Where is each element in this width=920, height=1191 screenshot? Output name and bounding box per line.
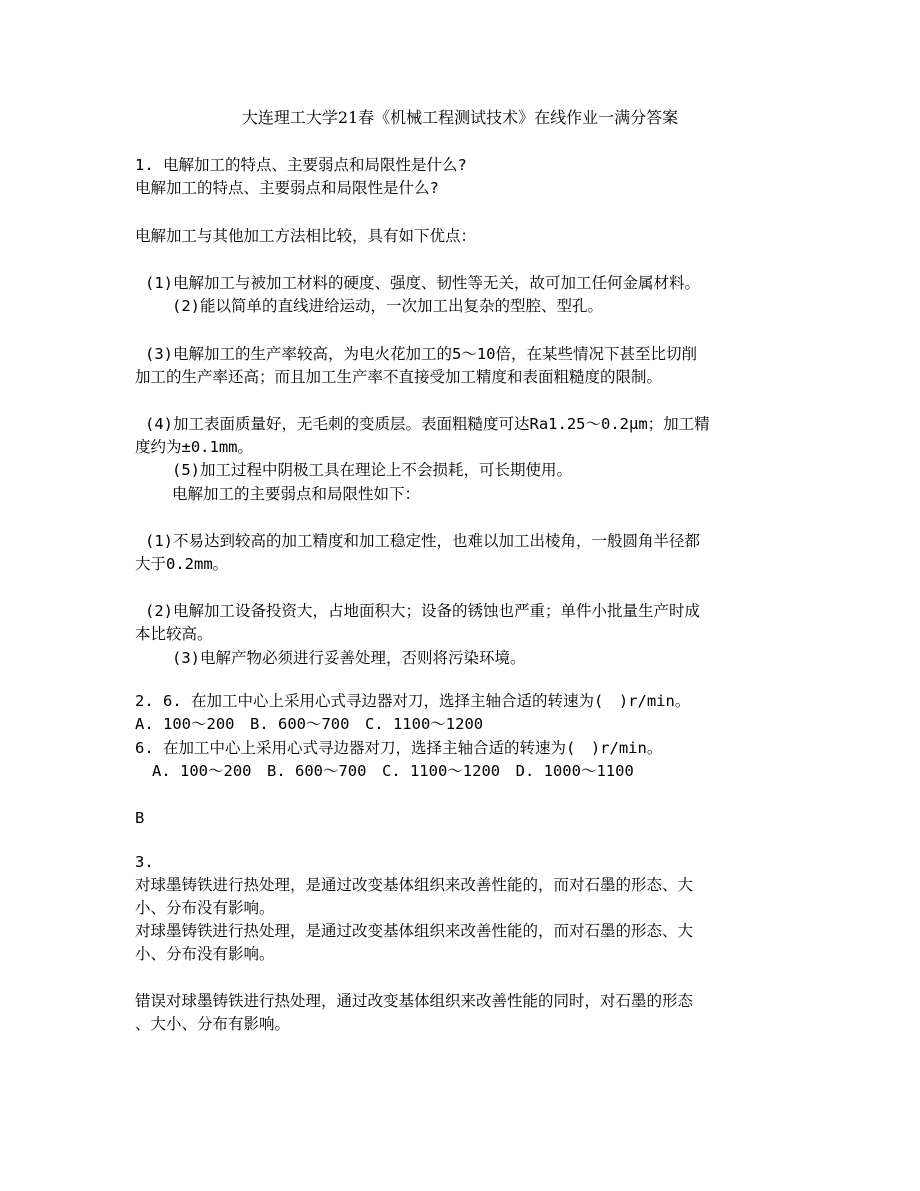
question-3-answer-line-2: 、大小、分布有影响。 xyxy=(135,1015,291,1033)
answer-1-intro: 电解加工与其他加工方法相比较，具有如下优点： xyxy=(135,227,477,245)
question-3-statement-line-1: 对球墨铸铁进行热处理，是通过改变基体组织来改善性能的，而对石墨的形态、大 xyxy=(135,876,694,894)
question-1-text: 电解加工的特点、主要弱点和局限性是什么? xyxy=(135,179,439,197)
weakness-2-line-1: (2)电解加工设备投资大，占地面积大；设备的锈蚀也严重；单件小批量生产时成 xyxy=(145,602,700,620)
advantage-4-line-1: (4)加工表面质量好，无毛刺的变质层。表面粗糙度可达Ra1.25～0.2μm；加工精 xyxy=(145,415,710,433)
question-2-options-full: A. 100～200 B. 600～700 C. 1100～1200 D. 1000～1100 xyxy=(152,762,634,780)
page-title: 大连理工大学21春《机械工程测试技术》在线作业一满分答案 xyxy=(241,108,679,127)
question-2-heading: 2. 6. 在加工中心上采用心式寻边器对刀，选择主轴合适的转速为( )r/min。 xyxy=(135,692,691,710)
weakness-1-line-2: 大于0.2mm。 xyxy=(135,555,229,573)
weakness-3: (3)电解产物必须进行妥善处理，否则将污染环境。 xyxy=(172,649,526,667)
weakness-1-line-1: (1)不易达到较高的加工精度和加工稳定性，也难以加工出棱角，一般圆角半径都 xyxy=(145,532,700,550)
advantage-3-line-1: (3)电解加工的生产率较高，为电火花加工的5～10倍，在某些情况下甚至比切削 xyxy=(145,345,697,363)
question-2-options-short: A. 100～200 B. 600～700 C. 1100～1200 xyxy=(135,715,484,733)
question-2-answer: B xyxy=(135,809,145,827)
question-1-heading: 1. 电解加工的特点、主要弱点和局限性是什么? xyxy=(135,156,467,174)
question-3-repeat-line-2: 小、分布没有影响。 xyxy=(135,945,275,963)
question-3-number: 3. xyxy=(135,853,154,871)
question-3-repeat-line-1: 对球墨铸铁进行热处理，是通过改变基体组织来改善性能的，而对石墨的形态、大 xyxy=(135,922,694,940)
advantage-5: (5)加工过程中阴极工具在理论上不会损耗，可长期使用。 xyxy=(172,461,572,479)
weakness-2-line-2: 本比较高。 xyxy=(135,625,213,643)
question-3-answer-line-1: 错误对球墨铸铁进行热处理，通过改变基体组织来改善性能的同时，对石墨的形态 xyxy=(135,992,694,1010)
advantage-4-line-2: 度约为±0.1mm。 xyxy=(135,438,253,456)
question-3-statement-line-2: 小、分布没有影响。 xyxy=(135,899,275,917)
question-2-text: 6. 在加工中心上采用心式寻边器对刀，选择主轴合适的转速为( )r/min。 xyxy=(135,739,663,757)
weakness-intro: 电解加工的主要弱点和局限性如下： xyxy=(172,485,421,503)
advantage-2: (2)能以简单的直线进给运动，一次加工出复杂的型腔、型孔。 xyxy=(172,297,603,315)
advantage-3-line-2: 加工的生产率还高；而且加工生产率不直接受加工精度和表面粗糙度的限制。 xyxy=(135,368,663,386)
advantage-1: (1)电解加工与被加工材料的硬度、强度、韧性等无关，故可加工任何金属材料。 xyxy=(145,274,700,292)
